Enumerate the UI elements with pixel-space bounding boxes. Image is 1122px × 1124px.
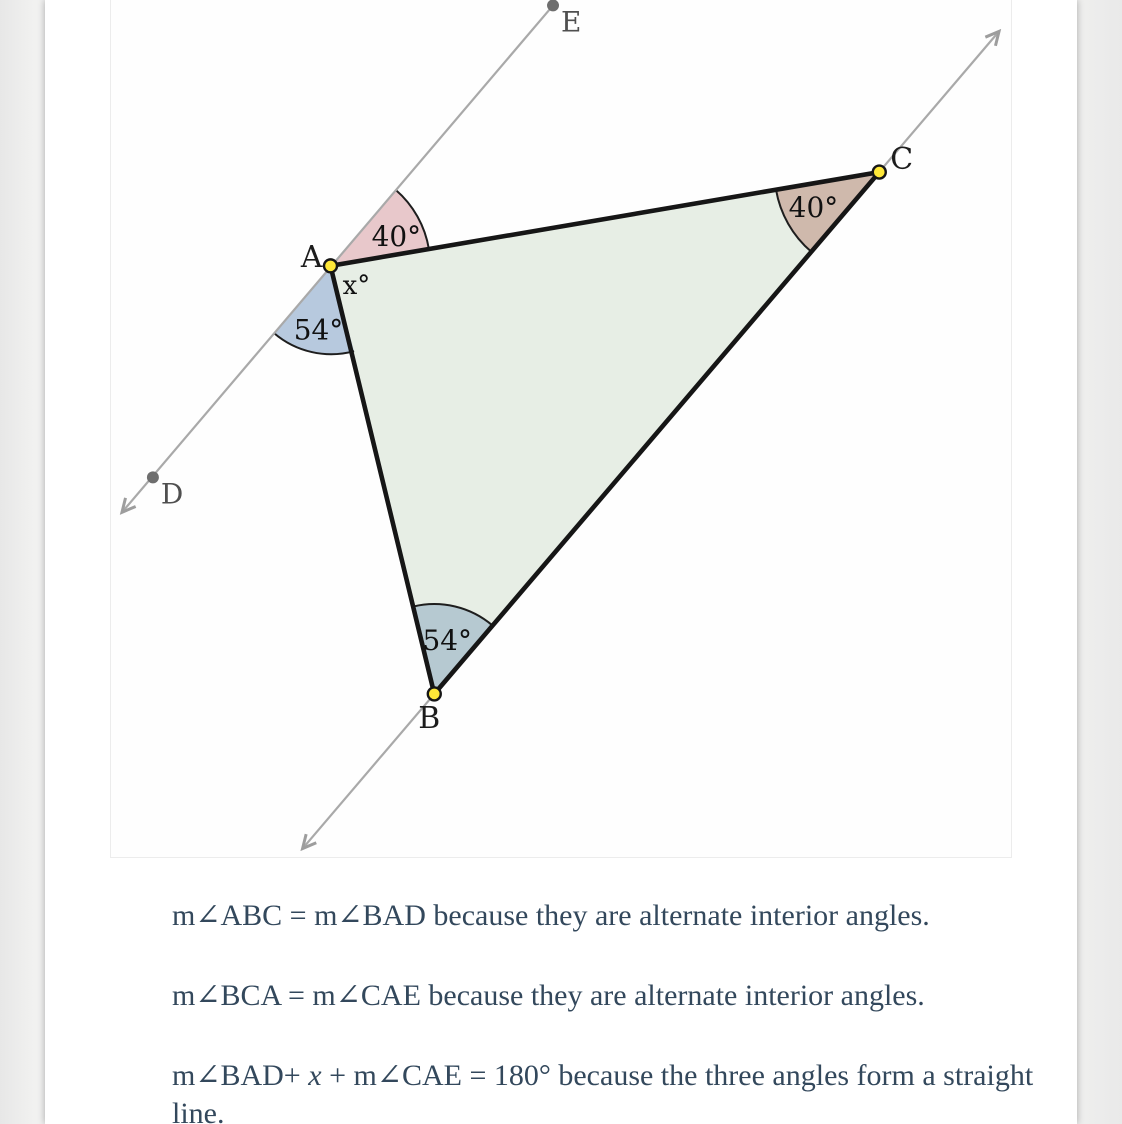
point-label-c: C <box>890 142 914 178</box>
statement-3-middle: + m∠CAE = 180° because the three angles form a straight <box>321 1059 1034 1092</box>
explanation-text <box>172 897 1072 1124</box>
statement-alternate-interior-1: m∠ABC = m∠BAD because they are alternate interior angles. <box>172 899 930 932</box>
vertex-dot-c <box>873 166 886 179</box>
geometry-diagram <box>111 0 1011 857</box>
statement-alternate-interior-2: m∠BCA = m∠CAE because they are alternate interior angles. <box>172 979 925 1012</box>
statement-3-prefix: m∠BAD+ <box>172 1059 309 1092</box>
statement-3-variable-x: x <box>308 1059 322 1092</box>
statement-3-end: line. <box>172 1097 225 1124</box>
point-label-d: D <box>160 477 184 511</box>
angle-label-bca-40: 40° <box>788 190 839 224</box>
point-dot-d <box>147 471 159 483</box>
point-label-e: E <box>561 5 582 39</box>
point-label-b: B <box>418 700 441 736</box>
geometry-diagram-panel <box>110 0 1012 858</box>
document-page <box>45 0 1077 1124</box>
point-label-a: A <box>300 239 323 275</box>
angle-label-bac-x: x° <box>342 270 371 301</box>
statement-straight-line <box>172 1057 1072 1124</box>
angle-label-cae-40: 40° <box>371 219 422 253</box>
angle-label-dab-54: 54° <box>293 313 344 347</box>
vertex-dot-a <box>324 259 337 272</box>
angle-label-abc-54: 54° <box>422 624 473 658</box>
vertex-dot-b <box>428 687 441 700</box>
point-dot-e <box>547 0 559 11</box>
